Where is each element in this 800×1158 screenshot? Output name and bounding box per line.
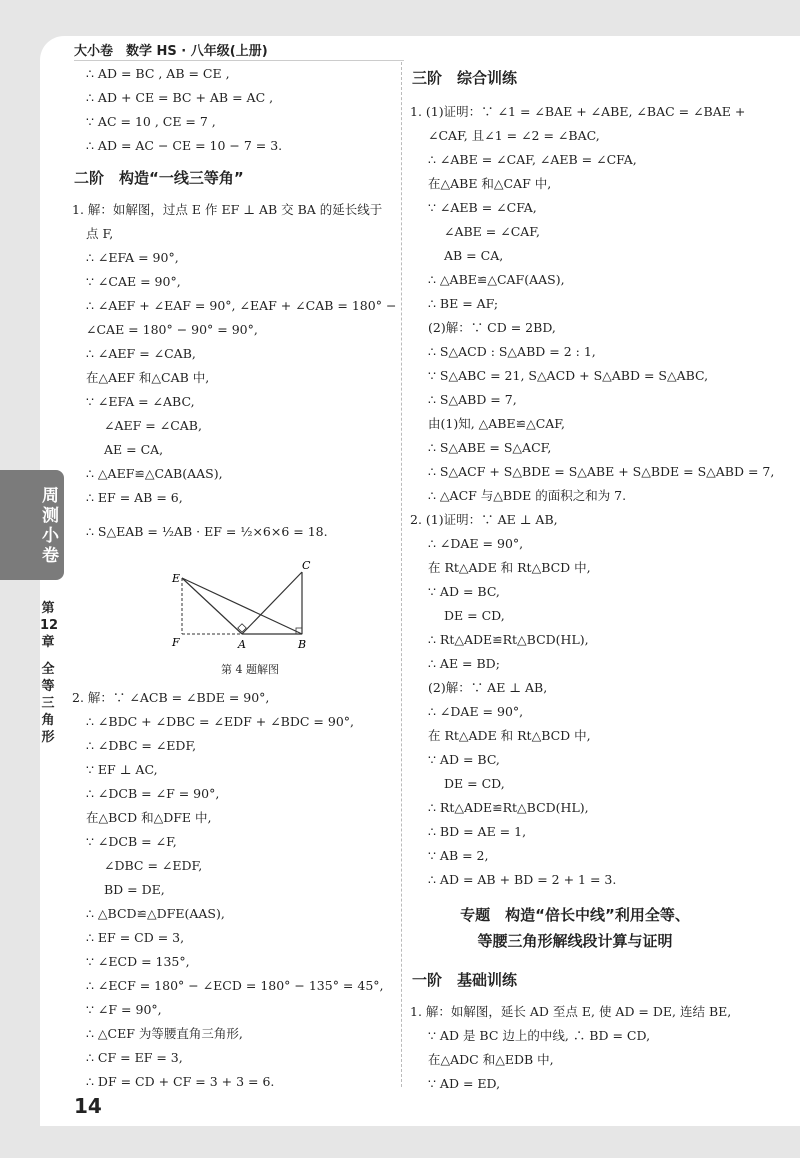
text-line: 在△AEF 和△CAB 中,: [86, 370, 210, 385]
text-line: ∴ ∠AEF + ∠EAF = 90°, ∠EAF + ∠CAB = 180° −: [86, 298, 397, 313]
text-line: ∵ ∠F = 90°,: [86, 1002, 162, 1017]
side-tab-char: 卷: [42, 546, 59, 566]
problem-line: 1. 解：如解图，过点 E 作 EF ⊥ AB 交 BA 的延长线于: [72, 202, 383, 217]
text-line: ∴ Rt△ADE≌Rt△BCD(HL),: [428, 632, 589, 647]
text-line: ∴ AD = BC , AB = CE ,: [86, 66, 230, 81]
text-line: 由(1)知, △ABE≌△CAF,: [428, 416, 565, 431]
text-line: ∴ CF = EF = 3,: [86, 1050, 183, 1065]
geometry-figure: [160, 558, 330, 658]
section-heading: 二阶 构造“一线三等角”: [74, 169, 244, 187]
text-line: (2)解：∵ AE ⊥ AB,: [428, 680, 548, 695]
text-line: ∵ AD 是 BC 边上的中线, ∴ BD = CD,: [428, 1028, 651, 1043]
text-line: ∴ EF = CD = 3,: [86, 930, 185, 945]
text-line: (2)解：∵ CD = 2BD,: [428, 320, 556, 335]
text-line: ∴ △BCD≌△DFE(AAS),: [86, 906, 225, 921]
text-line: ∴ ∠DCB = ∠F = 90°,: [86, 786, 220, 801]
text-line: ∴ S△EAB = ½AB · EF = ½×6×6 = 18.: [86, 524, 328, 539]
text-line: ∴ AD + CE = BC + AB = AC ,: [86, 90, 274, 105]
side-chapter: [40, 600, 59, 746]
problem-line: 1. 解：如解图，延长 AD 至点 E, 使 AD = DE, 连结 BE,: [410, 1004, 732, 1019]
text-line: ∴ Rt△ADE≌Rt△BCD(HL),: [428, 800, 589, 815]
text-line: ∴ ∠ECF = 180° − ∠ECD = 180° − 135° = 45°,: [86, 978, 384, 993]
text-line: ∴ ∠ABE = ∠CAF, ∠AEB = ∠CFA,: [428, 152, 637, 167]
side-chapter-char: 第: [41, 601, 55, 616]
text-line: ∴ BE = AF;: [428, 296, 499, 311]
text-line: ∴ ∠DAE = 90°,: [428, 704, 524, 719]
topic-title-line-2: 等腰三角形解线段计算与证明: [477, 932, 673, 950]
text-line: ∴ AD = AB + BD = 2 + 1 = 3.: [428, 872, 617, 887]
segment-eb: [182, 578, 302, 634]
text-line: ∵ AC = 10 , CE = 7 ,: [86, 114, 216, 129]
text-line: ∴ ∠BDC + ∠DBC = ∠EDF + ∠BDC = 90°,: [86, 714, 354, 729]
text-line: ∴ AD = AC − CE = 10 − 7 = 3.: [86, 138, 283, 153]
problem-line: 2. (1)证明：∵ AE ⊥ AB,: [410, 512, 558, 527]
label-e: E: [172, 572, 181, 585]
text-line: ∴ ∠DBC = ∠EDF,: [86, 738, 197, 753]
topic-title-line-1: 专题 构造“倍长中线”利用全等、: [460, 906, 690, 924]
text-line: ∵ AD = ED,: [428, 1076, 501, 1091]
text-line: ∴ △CEF 为等腰直角三角形,: [86, 1026, 243, 1041]
text-line: BD = DE,: [104, 882, 165, 897]
text-line: ∠AEF = ∠CAB,: [104, 418, 202, 433]
text-line: ∴ ∠DAE = 90°,: [428, 536, 524, 551]
text-line: ∵ AD = BC,: [428, 584, 500, 599]
text-line: ∵ ∠EFA = ∠ABC,: [86, 394, 195, 409]
text-line: ∴ △ABE≌△CAF(AAS),: [428, 272, 565, 287]
text-line: ∠ABE = ∠CAF,: [444, 224, 540, 239]
text-line: ∵ ∠DCB = ∠F,: [86, 834, 177, 849]
text-line: ∠DBC = ∠EDF,: [104, 858, 203, 873]
text-line: 在△ABE 和△CAF 中,: [428, 176, 552, 191]
text-line: 在 Rt△ADE 和 Rt△BCD 中,: [428, 560, 591, 575]
label-b: B: [298, 638, 307, 651]
text-line: AB = CA,: [444, 248, 504, 263]
side-tab-char: 测: [42, 506, 59, 526]
side-chapter-char: 章: [41, 635, 55, 650]
side-chapter-char: 形: [41, 730, 55, 745]
text-line: ∴ S△ACF + S△BDE = S△ABE + S△BDE = S△ABD = 7,: [428, 464, 775, 479]
text-line: 在 Rt△ADE 和 Rt△BCD 中,: [428, 728, 591, 743]
text-line: ∵ EF ⊥ AC,: [86, 762, 158, 777]
side-chapter-char: 全: [41, 662, 55, 677]
side-chapter-char: 三: [41, 696, 55, 711]
text-line: ∵ AD = BC,: [428, 752, 500, 767]
problem-line: 2. 解：∵ ∠ACB = ∠BDE = 90°,: [72, 690, 270, 705]
text-line: ∴ ∠AEF = ∠CAB,: [86, 346, 196, 361]
text-line: ∴ S△ACD : S△ABD = 2 : 1,: [428, 344, 596, 359]
text-line: ∵ S△ABC = 21, S△ACD + S△ABD = S△ABC,: [428, 368, 709, 383]
side-chapter-char: 角: [41, 713, 55, 728]
column-divider: [401, 62, 402, 1087]
label-f: F: [172, 636, 180, 649]
text-line: DE = CD,: [444, 776, 505, 791]
text-line: ∵ ∠ECD = 135°,: [86, 954, 190, 969]
side-chapter-char: 等: [41, 679, 55, 694]
text-line: ∴ S△ABD = 7,: [428, 392, 517, 407]
text-line: ∠CAF, 且∠1 = ∠2 = ∠BAC,: [428, 128, 600, 143]
side-tab-char: 周: [42, 486, 59, 506]
side-chapter-char: 12: [40, 618, 59, 633]
text-line: 点 F,: [86, 226, 114, 241]
text-line: DE = CD,: [444, 608, 505, 623]
section-heading: 三阶 综合训练: [412, 69, 518, 87]
text-line: ∵ AB = 2,: [428, 848, 489, 863]
text-line: ∴ DF = CD + CF = 3 + 3 = 6.: [86, 1074, 275, 1089]
figure-caption: 第 4 题解图: [221, 663, 279, 676]
segment-ea: [182, 578, 242, 634]
problem-line: 1. (1)证明：∵ ∠1 = ∠BAE + ∠ABE, ∠BAC = ∠BAE +: [410, 104, 746, 119]
text-line: ∴ △AEF≌△CAB(AAS),: [86, 466, 223, 481]
side-tab-char: 小: [42, 526, 59, 546]
side-tab-text: [42, 486, 58, 566]
text-line: ∵ ∠AEB = ∠CFA,: [428, 200, 537, 215]
text-line: 在△BCD 和△DFE 中,: [86, 810, 212, 825]
segment-ac: [242, 572, 302, 634]
label-a: A: [238, 638, 246, 651]
text-line: ∵ ∠CAE = 90°,: [86, 274, 181, 289]
text-line: AE = CA,: [104, 442, 164, 457]
text-line: ∠CAE = 180° − 90° = 90°,: [86, 322, 258, 337]
page-number: 14: [74, 1094, 102, 1118]
label-c: C: [302, 559, 311, 572]
header-rule: [74, 60, 404, 61]
text-line: ∴ S△ABE = S△ACF,: [428, 440, 552, 455]
text-line: ∴ △ACF 与△BDE 的面积之和为 7.: [428, 488, 627, 503]
text-line: 在△ADC 和△EDB 中,: [428, 1052, 554, 1067]
section-heading: 一阶 基础训练: [412, 971, 518, 989]
text-line: ∴ EF = AB = 6,: [86, 490, 183, 505]
text-line: ∴ ∠EFA = 90°,: [86, 250, 179, 265]
text-line: ∴ BD = AE = 1,: [428, 824, 527, 839]
text-line: ∴ AE = BD;: [428, 656, 500, 671]
running-header: 大小卷 数学 HS · 八年级(上册): [74, 44, 268, 59]
